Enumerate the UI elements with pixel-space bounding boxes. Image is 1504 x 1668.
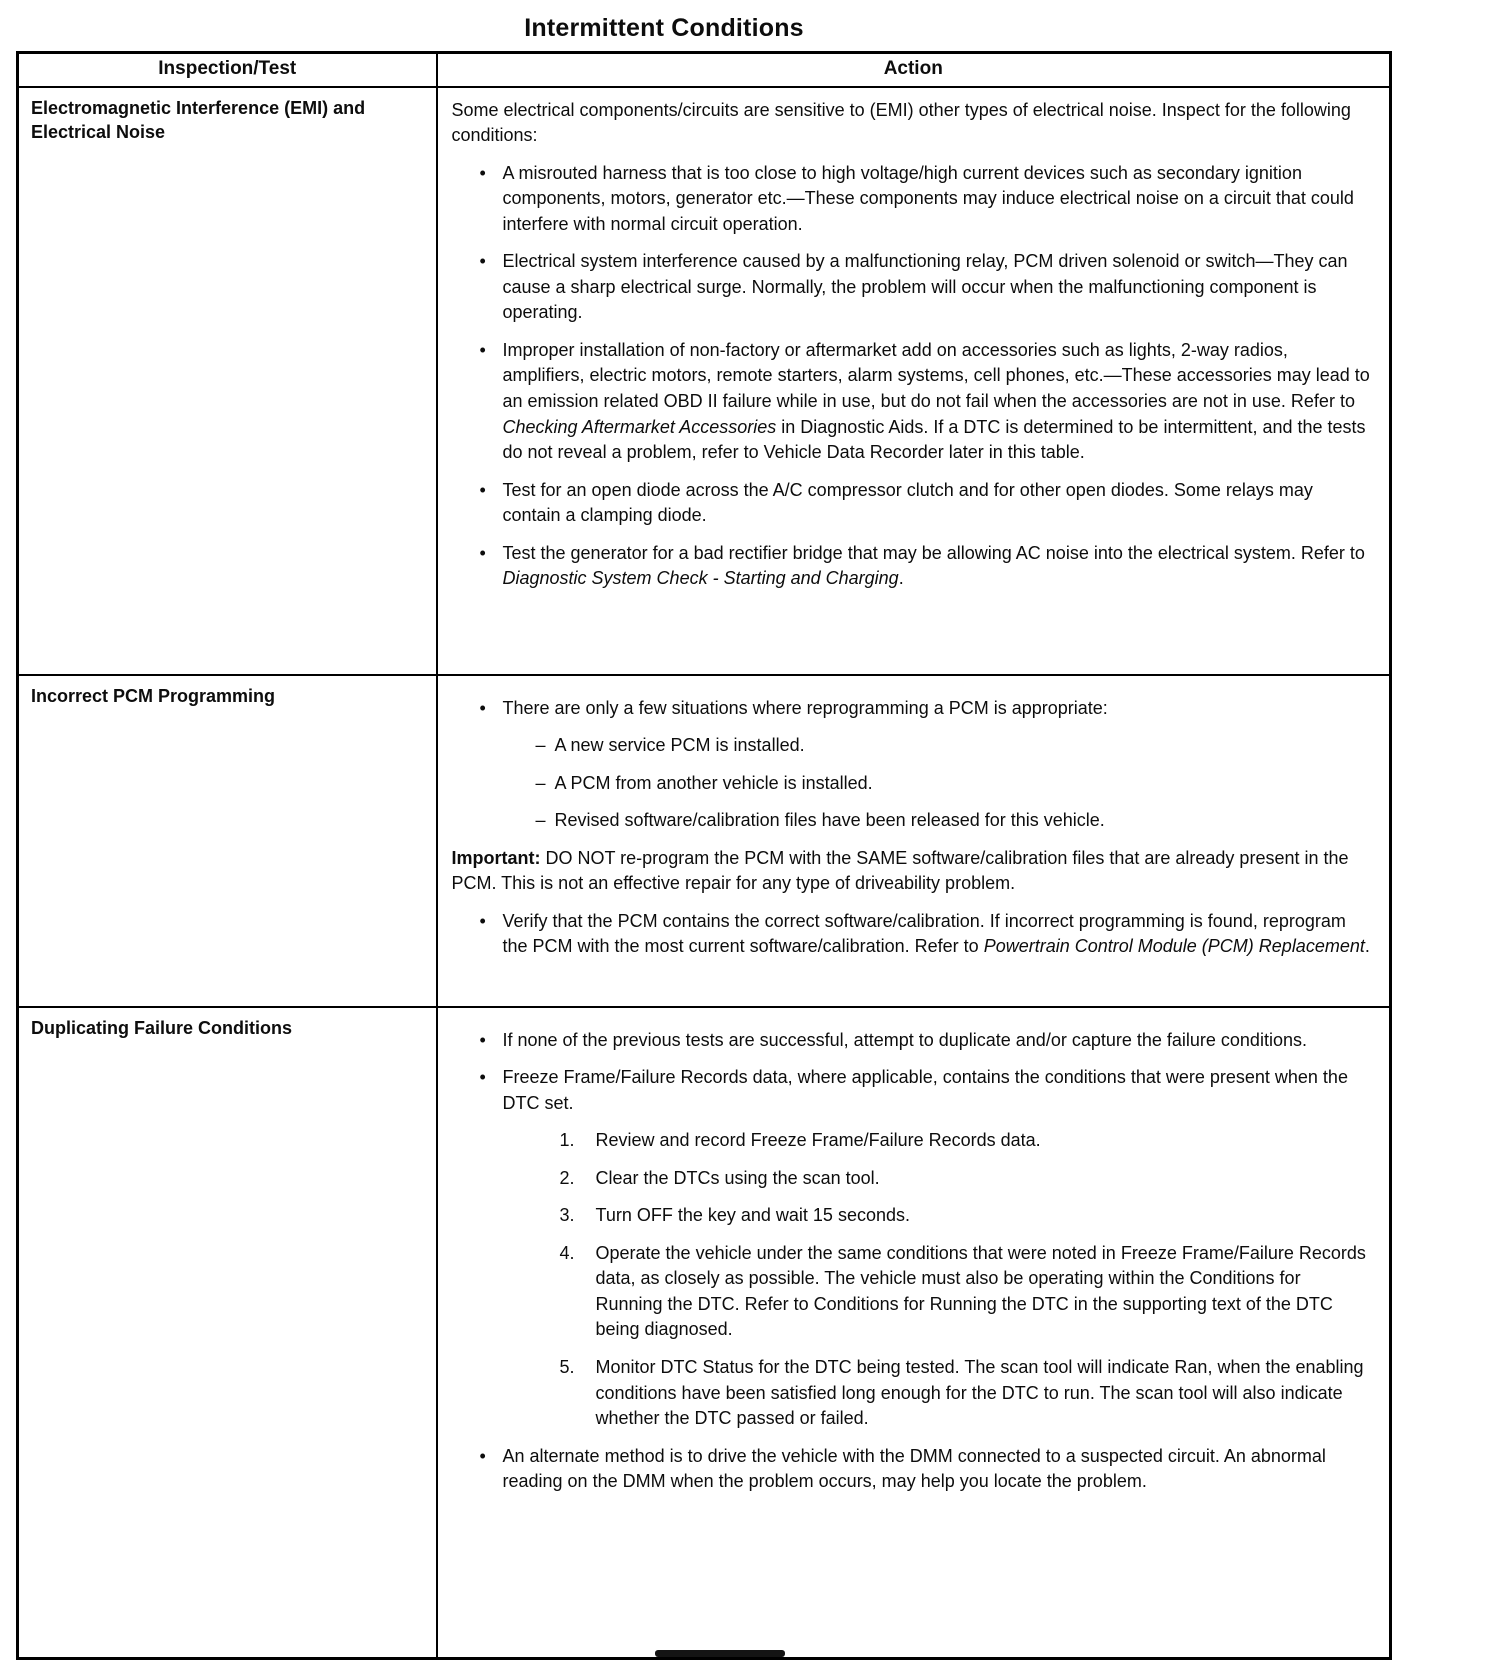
action-block-num [452,1241,1372,1343]
action-text: Clear the DTCs using the scan tool. [595,1167,880,1188]
action-text: Freeze Frame/Failure Records data, where applicable, contains the conditions that were present when the DTC set. [502,1067,1348,1113]
list-marker: • [479,697,486,718]
action-cell-pcm-programming [437,675,1391,1007]
action-block-dash [452,808,1372,834]
action-block-bullet [452,696,1372,722]
action-text: Electrical system interference caused by a malfunctioning relay, PCM driven solenoid or switch—They can cause a sharp electrical surge. Normally, the problem will occur when the malfunctioning component is operating. [502,251,1348,323]
action-text: There are only a few situations where reprogramming a PCM is appropriate: [502,697,1108,718]
action-text: An alternate method is to drive the vehicle with the DMM connected to a suspected circuit. An abnormal reading on the DMM when the problem occurs, may help you locate the problem. [502,1445,1326,1492]
scan-smudge-artifact [655,1650,785,1657]
table-row-duplicating-failure-conditions [18,1007,1391,1659]
action-block-num [452,1166,1372,1192]
action-cell-emi [437,87,1391,675]
action-block-bullet [452,1065,1372,1116]
table-header-row [18,53,1391,87]
action-block-bullet [452,249,1372,326]
list-marker: • [479,339,486,360]
action-text: A misrouted harness that is too close to high voltage/high current devices such as secondary ignition components, motors, generator etc.—These components may induce electrical noise on a circuit that could interfere with normal circuit operation. [502,162,1354,234]
list-marker: – [535,810,546,831]
action-block-num [452,1203,1372,1229]
list-marker: 2. [559,1167,575,1188]
intermittent-conditions-table [16,51,1392,1660]
action-text: A PCM from another vehicle is installed. [554,772,873,793]
action-block-p [452,98,1372,149]
list-marker: • [479,479,486,500]
action-text: If none of the previous tests are successful, attempt to duplicate and/or capture the failure conditions. [502,1029,1307,1050]
action-block-bullet [452,338,1372,466]
column-header-inspection-test: Inspection/Test [18,53,437,87]
action-block-num [452,1128,1372,1154]
list-marker: 5. [559,1356,575,1377]
action-text: Turn OFF the key and wait 15 seconds. [595,1205,910,1226]
table-row-emi-electrical-noise [18,87,1391,675]
list-marker: • [479,910,486,931]
list-marker: 3. [559,1205,575,1226]
list-marker: – [535,735,546,756]
list-marker: • [479,542,486,563]
action-text: Test the generator for a bad rectifier bridge that may be allowing AC noise into the electrical system. Refer to Diagnostic System Check - Starting and Charging. [502,542,1365,589]
list-marker: • [479,1029,486,1050]
action-block-bullet [452,161,1372,238]
action-block-bullet [452,478,1372,529]
inspection-cell-pcm-programming: Incorrect PCM Programming [18,675,437,1007]
action-block-p [452,846,1372,897]
action-text: Verify that the PCM contains the correct software/calibration. If incorrect programming is found, reprogram the PCM with the most current software/calibration. Refer to Powertrain Control Module (PCM) Replacement. [502,910,1370,957]
action-text: Operate the vehicle under the same conditions that were noted in Freeze Frame/Failure Records data, as closely as possible. The vehicle must also be operating within the Conditions for Running the DTC. Refer to Conditions for Running the DTC in the supporting text of the DTC being diagnosed. [595,1242,1366,1340]
list-marker: • [479,251,486,272]
list-marker: 1. [559,1130,575,1151]
action-text: Monitor DTC Status for the DTC being tested. The scan tool will indicate Ran, when the enabling conditions have been satisfied long enough for the DTC to run. The scan tool will also indicate whether the DTC passed or failed. [595,1356,1364,1429]
action-text: Some electrical components/circuits are sensitive to (EMI) other types of electrical noise. Inspect for the following conditions: [451,99,1351,146]
action-text: Test for an open diode across the A/C compressor clutch and for other open diodes. Some relays may contain a clamping diode. [502,479,1313,526]
column-header-action: Action [437,53,1391,87]
action-text: Review and record Freeze Frame/Failure Records data. [595,1130,1041,1151]
action-text: Improper installation of non-factory or aftermarket add on accessories such as lights, 2-way radios, amplifiers, electric motors, remote starters, alarm systems, cell phones, etc.—These accessories may lead to an emission related OBD II failure while in use, but do not fail when the accessories are not in use. Refer to Checking Aftermarket Accessories in Diagnostic Aids. If a DTC is determined to be intermittent, and the tests do not reveal a problem, refer to Vehicle Data Recorder later in this table. [502,339,1370,463]
action-text: A new service PCM is installed. [554,735,805,756]
action-block-bullet [452,909,1372,960]
list-marker: • [479,1067,486,1088]
list-marker: – [535,772,546,793]
list-marker: • [479,162,486,183]
page-title: Intermittent Conditions [524,14,804,42]
inspection-cell-duplicating-failure: Duplicating Failure Conditions [18,1007,437,1659]
action-block-dash [452,733,1372,759]
action-block-bullet [452,1028,1372,1054]
action-block-dash [452,771,1372,797]
table-row-incorrect-pcm-programming [18,675,1391,1007]
action-text: Important: DO NOT re-program the PCM with the SAME software/calibration files that are already present in the PCM. This is not an effective repair for any type of driveability problem. [451,847,1349,894]
action-text: Revised software/calibration files have been released for this vehicle. [554,810,1105,831]
action-block-bullet [452,1444,1372,1495]
action-block-bullet [452,541,1372,592]
list-marker: 4. [559,1242,575,1263]
action-block-num [452,1355,1372,1432]
list-marker: • [479,1445,486,1466]
action-cell-duplicating-failure [437,1007,1391,1659]
inspection-cell-emi: Electromagnetic Interference (EMI) and Electrical Noise [18,87,437,675]
